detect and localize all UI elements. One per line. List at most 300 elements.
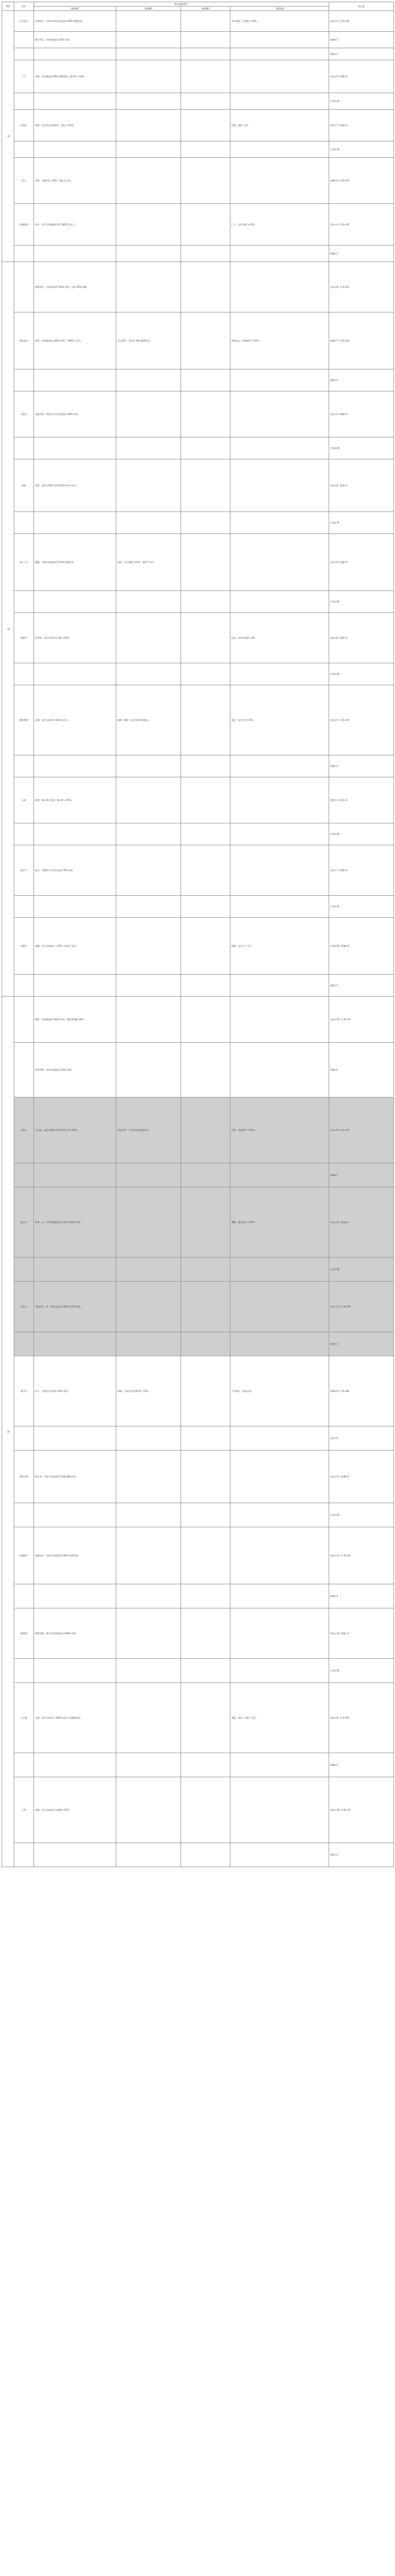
skill-1-cell (34, 1426, 116, 1451)
talent-cell (230, 896, 329, 918)
unit-name-cell: 战斗工兵 (14, 534, 34, 591)
skill-1-cell (34, 437, 116, 459)
skill-3-cell (181, 591, 230, 613)
table-row (2, 262, 394, 312)
unit-name-cell (14, 141, 34, 158)
unit-name-cell (14, 896, 34, 918)
skill-2-cell (116, 777, 181, 823)
table-row (2, 60, 394, 93)
growth-cell: 攻击+11 / 生命+60 (329, 1282, 394, 1332)
skill-1-cell: 抛石：对随机 3 名敌人造成 70% 伤害。 (34, 845, 116, 896)
growth-cell: 生命+45 (329, 591, 394, 613)
table-row (2, 1258, 394, 1282)
table-row (2, 204, 394, 246)
unit-name-cell: 大主教 (14, 1683, 34, 1753)
growth-cell: 速度+1 (329, 48, 394, 60)
talent-cell (230, 997, 329, 1043)
table-row (2, 1426, 394, 1451)
table-row (2, 918, 394, 975)
skill-2-cell (116, 11, 181, 32)
talent-cell (230, 369, 329, 391)
skill-3-cell (181, 918, 230, 975)
table-row (2, 1843, 394, 1867)
table-row (2, 1043, 394, 1097)
skill-1-cell: 暗影突袭：潜行后对单体造成 200% 伤害。 (34, 1608, 116, 1659)
skill-2-cell (116, 1163, 181, 1187)
skill-2-cell (116, 975, 181, 997)
skill-1-cell (34, 591, 116, 613)
skill-3-cell (181, 110, 230, 141)
skill-2-cell: 反击架势：受击时 30% 概率反击。 (116, 312, 181, 369)
growth-cell: 攻击+9 / 生命+70 (329, 1097, 394, 1163)
skill-2-cell (116, 823, 181, 845)
unit-name-cell: 禁卫军 (14, 1356, 34, 1426)
skill-3-cell (181, 60, 230, 93)
unit-name-cell (14, 1753, 34, 1777)
skill-1-cell (34, 1753, 116, 1777)
skill-2-cell (116, 896, 181, 918)
header-growth: 成长值 (329, 2, 394, 11)
unit-name-cell (14, 1332, 34, 1356)
table-row (2, 975, 394, 997)
skill-3-cell (181, 369, 230, 391)
unit-name-cell: 弓手 (14, 60, 34, 93)
skill-1-cell: 统帅：友方全体攻击与防御 +15%。 (34, 1777, 116, 1843)
skill-1-cell (34, 755, 116, 777)
talent-cell (230, 437, 329, 459)
skill-2-cell (116, 1332, 181, 1356)
table-row (2, 32, 394, 48)
skill-3-cell (181, 262, 230, 312)
talent-cell: 机动：首回合速度 +20。 (230, 613, 329, 663)
skill-1-cell (34, 1258, 116, 1282)
skill-1-cell: 侦察：揭示敌方全体，暴击率 +10%。 (34, 777, 116, 823)
talent-cell (230, 262, 329, 312)
talent-cell: 坚守阵地：生命值 +10%。 (230, 11, 329, 32)
skill-3-cell (181, 1163, 230, 1187)
talent-cell (230, 158, 329, 204)
table-row (2, 823, 394, 845)
skill-1-cell (34, 1163, 116, 1187)
talent-cell (230, 459, 329, 512)
skill-2-cell (116, 1753, 181, 1777)
skill-3-cell (181, 1527, 230, 1584)
header-group: 职业技能简介 (34, 2, 329, 7)
unit-name-cell (14, 1426, 34, 1451)
skill-2-cell: 盾墙：全体友军受到伤害 -15%。 (116, 1356, 181, 1426)
talent-cell (230, 1258, 329, 1282)
unit-name-cell: 火枪手 (14, 391, 34, 437)
skill-2-cell (116, 32, 181, 48)
talent-cell (230, 1503, 329, 1527)
table-row (2, 1163, 394, 1187)
skill-1-cell: 破阵：对前排造成 160% 伤害，降低其防御 20%。 (34, 997, 116, 1043)
skill-1-cell (34, 246, 116, 262)
skill-1-cell (34, 512, 116, 534)
growth-cell: 攻击+10 / 生命+70 (329, 1777, 394, 1843)
table-row (2, 48, 394, 60)
skill-1-cell (34, 663, 116, 685)
table-row (2, 845, 394, 896)
unit-name-cell: 盾卫 (14, 158, 34, 204)
skill-1-cell: 烈焰冲击：对一列敌人造成 130% 伤害并灼烧。 (34, 1282, 116, 1332)
skill-2-cell (116, 459, 181, 512)
skill-1-cell: 爆破：对敌方前排造成 120% 范围伤害。 (34, 534, 116, 591)
growth-cell: 速度+3 / 攻击+5 (329, 777, 394, 823)
skill-1-cell (34, 1332, 116, 1356)
growth-cell: 生命+30 (329, 663, 394, 685)
talent-cell: 信仰：受到治疗 +15%。 (230, 1097, 329, 1163)
table-row (2, 1659, 394, 1683)
talent-cell (230, 141, 329, 158)
header-tier: 等阶 (2, 2, 14, 11)
skill-1-cell: 圣愈：治疗全体友军 100% 攻击力并驱散负面。 (34, 1683, 116, 1753)
talent-cell: 钢铁意志：控制抗性 +15%。 (230, 312, 329, 369)
talent-cell (230, 60, 329, 93)
unit-skill-table (2, 2, 394, 1867)
unit-name-cell (14, 1503, 34, 1527)
talent-cell (230, 534, 329, 591)
skill-1-cell: 圣光斩：造成 140% 伤害并治疗自身 30%。 (34, 1097, 116, 1163)
table-row (2, 1356, 394, 1426)
skill-1-cell: 毒箭：造成 100% 伤害并附加中毒 3 回合。 (34, 459, 116, 512)
skill-2-cell (116, 1043, 181, 1097)
growth-cell: 速度+1 (329, 975, 394, 997)
talent-cell (230, 1163, 329, 1187)
header-skill-2: 技能槽2 (116, 7, 181, 11)
header-row-top (2, 2, 394, 7)
talent-cell (230, 93, 329, 110)
talent-cell: 疾驰：速度 +15。 (230, 110, 329, 141)
talent-cell: 鼓舞：友军士气 +1。 (230, 918, 329, 975)
skill-1-cell (34, 93, 116, 110)
table-row (2, 312, 394, 369)
talent-cell: 神恩：复活一名阵亡友军。 (230, 1683, 329, 1753)
table-row (2, 1282, 394, 1332)
table-row (2, 896, 394, 918)
table-row (2, 755, 394, 777)
skill-1-cell (34, 1659, 116, 1683)
skill-2-cell (116, 591, 181, 613)
skill-2-cell (116, 262, 181, 312)
table-row (2, 1503, 394, 1527)
skill-1-cell: 枪阵：对前排造成 100% 伤害，并嘲讽 1 回合。 (34, 312, 116, 369)
skill-3-cell (181, 685, 230, 755)
skill-3-cell (181, 204, 230, 246)
skill-1-cell (34, 1843, 116, 1867)
skill-1-cell (34, 896, 116, 918)
table-row (2, 93, 394, 110)
talent-cell (230, 1282, 329, 1332)
talent-cell (230, 32, 329, 48)
unit-name-cell: 近卫步兵 (14, 11, 34, 32)
skill-2-cell (116, 1527, 181, 1584)
growth-cell: 攻击+8 / 速度+2 (329, 459, 394, 512)
table-row (2, 11, 394, 32)
growth-cell: 防御+6 (329, 1043, 394, 1097)
unit-name-cell (14, 975, 34, 997)
skill-3-cell (181, 1356, 230, 1426)
header-talent: 天赋技能 (230, 7, 329, 11)
unit-name-cell: 龙骑兵 (14, 1282, 34, 1332)
unit-name-cell (14, 262, 34, 312)
skill-2-cell (116, 60, 181, 93)
skill-2-cell (116, 918, 181, 975)
skill-3-cell (181, 1503, 230, 1527)
talent-cell (230, 591, 329, 613)
header-skill-3: 技能槽3 (181, 7, 230, 11)
growth-cell: 生命+40 (329, 1258, 394, 1282)
unit-name-cell: 战地医师 (14, 204, 34, 246)
skill-2-cell (116, 1282, 181, 1332)
table-row (2, 141, 394, 158)
skill-2-cell (116, 437, 181, 459)
table-row (2, 663, 394, 685)
skill-1-cell: 精准射击：对单体造成 150% 伤害，无视 10% 防御。 (34, 262, 116, 312)
talent-cell: 庇佑：友军生命 +5%。 (230, 685, 329, 755)
skill-3-cell (181, 459, 230, 512)
skill-1-cell (34, 823, 116, 845)
table-row (2, 246, 394, 262)
growth-cell: 防御+9 / 生命+80 (329, 1356, 394, 1426)
table-row (2, 158, 394, 204)
talent-cell (230, 845, 329, 896)
growth-cell: 防御+7 (329, 1163, 394, 1187)
tier-cell: 三阶 (2, 997, 14, 1867)
skill-2-cell (116, 1503, 181, 1527)
talent-cell (230, 1426, 329, 1451)
unit-name-cell (14, 591, 34, 613)
skill-3-cell (181, 1451, 230, 1503)
unit-name-cell: 影刺客 (14, 1608, 34, 1659)
skill-2-cell (116, 1258, 181, 1282)
talent-cell (230, 755, 329, 777)
skill-3-cell (181, 32, 230, 48)
skill-3-cell (181, 823, 230, 845)
skill-3-cell (181, 11, 230, 32)
skill-3-cell (181, 437, 230, 459)
growth-cell: 生命+35 (329, 512, 394, 534)
skill-3-cell (181, 896, 230, 918)
talent-cell (230, 1332, 329, 1356)
skill-2-cell (116, 1187, 181, 1258)
table-row (2, 1683, 394, 1753)
skill-1-cell: 回马射：攻击后本回合闪避 +25%。 (34, 613, 116, 663)
talent-cell (230, 1451, 329, 1503)
unit-name-cell (14, 1258, 34, 1282)
skill-2-cell (116, 158, 181, 204)
skill-2-cell: 神圣护盾：为全体友军提供护盾。 (116, 1097, 181, 1163)
growth-cell: 攻击+12 / 速度+3 (329, 1608, 394, 1659)
skill-1-cell: 举盾：受到伤害 -20%，持续 2 回合。 (34, 158, 116, 204)
skill-3-cell (181, 997, 230, 1043)
growth-cell: 防御+5 (329, 1753, 394, 1777)
unit-name-cell (14, 755, 34, 777)
unit-name-cell (14, 93, 34, 110)
skill-2-cell (116, 391, 181, 437)
growth-cell: 攻击+6 / 防御+5 (329, 534, 394, 591)
skill-2-cell (116, 1683, 181, 1753)
skill-1-cell (34, 1503, 116, 1527)
growth-cell: 生命+30 (329, 141, 394, 158)
skill-1-cell (34, 48, 116, 60)
growth-cell: 速度+2 (329, 1843, 394, 1867)
table-row (2, 591, 394, 613)
growth-cell: 攻击+9 / 防御+3 (329, 391, 394, 437)
skill-1-cell: 祈祷：治疗全体友军 60% 攻击力。 (34, 685, 116, 755)
table-row (2, 369, 394, 391)
talent-cell: 不动如山：免疫击退。 (230, 1356, 329, 1426)
skill-2-cell (116, 1426, 181, 1451)
talent-cell (230, 391, 329, 437)
growth-cell: 攻击+7 / 防御+2 (329, 845, 394, 896)
growth-cell: 攻击+6 (329, 1426, 394, 1451)
table-row (2, 1527, 394, 1584)
skill-1-cell: 陨石术：对敌方全体造成 120% 魔法伤害。 (34, 1451, 116, 1503)
table-row (2, 1187, 394, 1258)
table-row (2, 1753, 394, 1777)
skill-1-cell: 护主：为指定友军承担 50% 伤害。 (34, 1356, 116, 1426)
skill-2-cell (116, 369, 181, 391)
growth-cell: 生命+50 / 防御+4 (329, 918, 394, 975)
skill-1-cell: 装填齐射：两回合后对全体造成 130% 伤害。 (34, 391, 116, 437)
unit-name-cell: 攻城炮手 (14, 1527, 34, 1584)
growth-cell: 攻击+12 / 防御+3 (329, 1451, 394, 1503)
talent-cell (230, 1043, 329, 1097)
growth-cell: 攻击+8 / 生命+60 (329, 1683, 394, 1753)
table-row (2, 437, 394, 459)
unit-name-cell (14, 1843, 34, 1867)
unit-name-cell (14, 1043, 34, 1097)
unit-name-cell: 骑射手 (14, 613, 34, 663)
table-row (2, 1584, 394, 1608)
unit-name-cell (14, 823, 34, 845)
skill-3-cell (181, 1683, 230, 1753)
skill-3-cell (181, 1426, 230, 1451)
unit-name-cell: 军旗手 (14, 918, 34, 975)
growth-cell: 速度+2 (329, 1332, 394, 1356)
growth-cell: 生命+40 (329, 437, 394, 459)
talent-cell (230, 1843, 329, 1867)
skill-2-cell (116, 1584, 181, 1608)
skill-2-cell (116, 110, 181, 141)
skill-2-cell (116, 755, 181, 777)
growth-cell: 攻击+12 / 速度+2 (329, 1187, 394, 1258)
unit-name-cell (14, 246, 34, 262)
skill-3-cell (181, 391, 230, 437)
skill-3-cell (181, 158, 230, 204)
growth-cell: 攻击+5 / 生命+40 (329, 11, 394, 32)
growth-cell: 攻击+6 / 防御+2 (329, 60, 394, 93)
skill-2-cell (116, 1608, 181, 1659)
growth-cell: 生命+35 (329, 1659, 394, 1683)
skill-3-cell (181, 1097, 230, 1163)
skill-3-cell (181, 93, 230, 110)
skill-1-cell: 致命一击：对生命最低的敌人造成 220% 伤害。 (34, 1187, 116, 1258)
table-body (2, 11, 394, 1867)
skill-2-cell (116, 246, 181, 262)
table-row (2, 685, 394, 755)
tier-cell: 一阶 (2, 11, 14, 262)
skill-1-cell: 齐射：对后排造成 90% 物理伤害，命中率 +10%。 (34, 60, 116, 93)
skill-1-cell: 重甲冲锋：冲向后排造成 150% 伤害。 (34, 1043, 116, 1097)
growth-cell: 生命+35 (329, 896, 394, 918)
skill-3-cell (181, 1843, 230, 1867)
skill-3-cell (181, 1753, 230, 1777)
growth-cell: 生命+35 (329, 93, 394, 110)
skill-2-cell (116, 1451, 181, 1503)
unit-name-cell: 游侠 (14, 459, 34, 512)
table-row (2, 459, 394, 512)
tier-cell: 二阶 (2, 262, 14, 997)
skill-3-cell (181, 777, 230, 823)
skill-1-cell (34, 369, 116, 391)
talent-cell (230, 246, 329, 262)
talent-cell: 鹰眼：暴击伤害 +25%。 (230, 1187, 329, 1258)
skill-3-cell (181, 1282, 230, 1332)
skill-3-cell (181, 1584, 230, 1608)
skill-3-cell (181, 1777, 230, 1843)
unit-name-cell: 投石兵 (14, 845, 34, 896)
growth-cell: 攻击+10 / 生命+55 (329, 997, 394, 1043)
growth-cell: 攻击+8 / 速度+3 (329, 613, 394, 663)
unit-name-cell (14, 437, 34, 459)
table-row (2, 1608, 394, 1659)
growth-cell: 攻击+8 / 生命+45 (329, 262, 394, 312)
talent-cell (230, 663, 329, 685)
skill-1-cell: 冲阵：优先攻击后排单位，暴击 +20%。 (34, 110, 116, 141)
unit-name-cell (14, 663, 34, 685)
unit-name-cell: 元帅 (14, 1777, 34, 1843)
skill-3-cell (181, 1608, 230, 1659)
talent-cell (230, 1777, 329, 1843)
table-row (2, 1451, 394, 1503)
growth-cell: 攻击+5 / 生命+40 (329, 685, 394, 755)
table-row (2, 997, 394, 1043)
header-skill-1: 技能槽1 (34, 7, 116, 11)
table-row (2, 1332, 394, 1356)
unit-name-cell (14, 369, 34, 391)
skill-1-cell: 战旗：友方全体攻击 +10%，持续 2 回合。 (34, 918, 116, 975)
skill-3-cell (181, 1187, 230, 1258)
skill-1-cell (34, 1584, 116, 1608)
skill-2-cell (116, 48, 181, 60)
skill-2-cell (116, 1659, 181, 1683)
skill-3-cell (181, 48, 230, 60)
skill-2-cell: 加固：友方防御 +15%，持续 2 回合。 (116, 534, 181, 591)
unit-name-cell (14, 48, 34, 60)
talent-cell: 仁心：治疗效果 +10%。 (230, 204, 329, 246)
skill-1-cell (34, 975, 116, 997)
skill-2-cell (116, 141, 181, 158)
skill-3-cell (181, 845, 230, 896)
growth-cell: 生命+45 (329, 1503, 394, 1527)
skill-2-cell (116, 1777, 181, 1843)
talent-cell (230, 1608, 329, 1659)
skill-3-cell (181, 534, 230, 591)
growth-cell: 攻击+7 / 速度+2 (329, 110, 394, 141)
unit-name-cell: 轻骑兵 (14, 110, 34, 141)
skill-3-cell (181, 975, 230, 997)
skill-1-cell: 刺刀突击：对单体造成 110% 伤害。 (34, 32, 116, 48)
skill-2-cell (116, 512, 181, 534)
table-row (2, 534, 394, 591)
skill-3-cell (181, 246, 230, 262)
unit-name-cell: 狙击手 (14, 1187, 34, 1258)
unit-name-cell (14, 997, 34, 1043)
skill-3-cell (181, 1659, 230, 1683)
growth-cell: 防御+3 (329, 32, 394, 48)
